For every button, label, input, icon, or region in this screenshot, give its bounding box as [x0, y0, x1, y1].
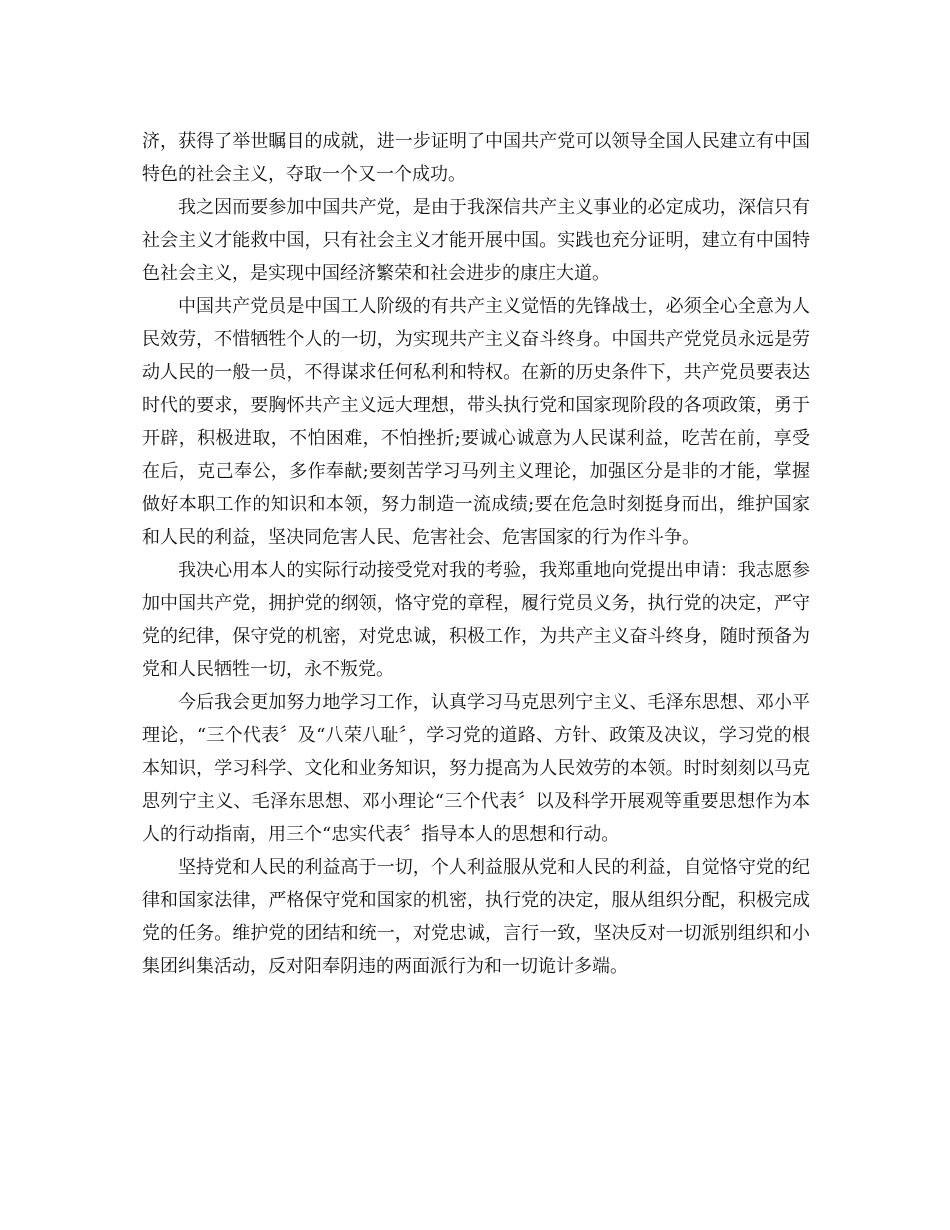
paragraph-future-study: 今后我会更加努力地学习工作，认真学习马克思列宁主义、毛泽东思想、邓小平理论，“三个代表〞及“八荣八耻〞，学习党的道路、方针、政策及决议，学习党的根本知识，学习科学、文化和业务知识，努力提高为人民效劳的本领。时时刻刻以马克思列宁主义、毛泽东思想、邓小理论“三个代表〞以及科学开展观等重要思想作为本人的行动指南，用三个“忠实代表〞指导本人的思想和行动。 [142, 692, 810, 845]
paragraph-party-interests: 坚持党和人民的利益高于一切，个人利益服从党和人民的利益，自觉恪守党的纪律和国家法律，严格保守党和国家的机密，执行党的决定，服从组织分配，积极完成党的任务。维护党的团结和统一，对党忠诚，言行一致，坚决反对一切派别组织和小集团纠集活动，反对阳奉阴违的两面派行为和一切诡计多端。 [142, 857, 810, 977]
paragraph-party-member-duties: 中国共产党员是中国工人阶级的有共产主义觉悟的先锋战士，必须全心全意为人民效劳，不惜牺牲个人的一切，为实现共产主义奋斗终身。中国共产党党员永远是劳动人民的一般一员，不得谋求任何私利和特权。在新的历史条件下，共产党员要表达时代的要求，要胸怀共产主义远大理想，带头执行党和国家现阶段的各项政策，勇于开辟，积极进取，不怕困难，不怕挫折;要诚心诚意为人民谋利益，吃苦在前，享受在后，克己奉公，多作奉献;要刻苦学习马列主义理论，加强区分是非的才能，掌握做好本职工作的知识和本领，努力制造一流成绩;要在危急时刻挺身而出，维护国家和人民的利益，坚决同危害人民、危害社会、危害国家的行为作斗争。 [142, 296, 810, 548]
paragraph-reason-for-joining: 我之因而要参加中国共产党，是由于我深信共产主义事业的必定成功，深信只有社会主义才能救中国，只有社会主义才能开展中国。实践也充分证明，建立有中国特色社会主义，是实现中国经济繁荣和社会进步的康庄大道。 [142, 197, 810, 284]
document-page [142, 125, 810, 983]
paragraph-application-pledge: 我决心用本人的实际行动接受党对我的考验，我郑重地向党提出申请：我志愿参加中国共产党，拥护党的纲领，恪守党的章程，履行党员义务，执行党的决定，严守党的纪律，保守党的机密，对党忠诚，积极工作，为共产主义奋斗终身，随时预备为党和人民牺牲一切，永不叛党。 [142, 560, 810, 680]
paragraph-continuation: 济，获得了举世瞩目的成就，进一步证明了中国共产党可以领导全国人民建立有中国特色的社会主义，夺取一个又一个成功。 [142, 131, 810, 185]
